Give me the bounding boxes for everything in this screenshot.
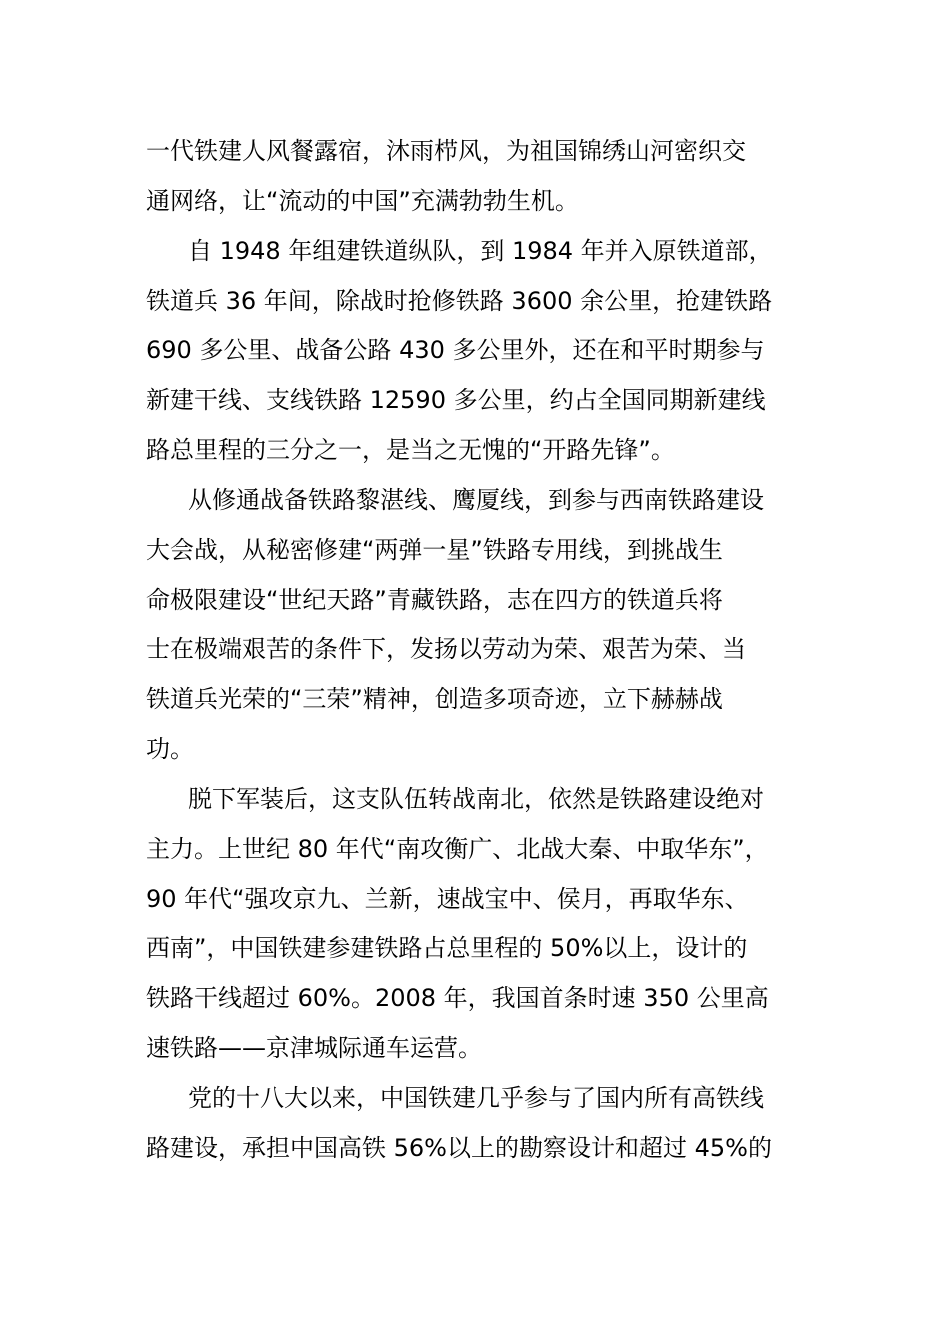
text-line: 路建设，承担中国高铁 56%以上的勘察设计和超过 45%的 [146,1134,772,1162]
text-line: 通网络，让“流动的中国”充满勃勃生机。 [146,187,579,215]
text-line: 90 年代“强攻京九、兰新，速战宝中、侯月，再取华东、 [146,885,749,913]
text-line: 690 多公里、战备公路 430 多公里外，还在和平时期参与 [146,336,765,364]
paragraph-start-line: 从修通战备铁路黎湛线、鹰厦线，到参与西南铁路建设 [188,486,764,514]
text-line: 功。 [146,735,194,763]
text-line: 主力。上世纪 80 年代“南攻衡广、北战大秦、中取华东”， [146,835,769,863]
paragraph-start-line: 自 1948 年组建铁道纵队，到 1984 年并入原铁道部， [188,237,773,265]
text-line: 新建干线、支线铁路 12590 多公里，约占全国同期新建线 [146,386,766,414]
text-line: 铁路干线超过 60%。2008 年，我国首条时速 350 公里高 [146,984,769,1012]
text-line: 一代铁建人风餐露宿，沐雨栉风，为祖国锦绣山河密织交 [146,137,746,165]
text-line: 铁道兵光荣的“三荣”精神，创造多项奇迹，立下赫赫战 [146,685,723,713]
paragraph-start-line: 脱下军装后，这支队伍转战南北，依然是铁路建设绝对 [188,785,764,813]
text-line: 铁道兵 36 年间，除战时抢修铁路 3600 余公里，抢建铁路 [146,287,773,315]
text-line: 大会战，从秘密修建“两弹一星”铁路专用线，到挑战生 [146,536,723,564]
paragraph-start-line: 党的十八大以来，中国铁建几乎参与了国内所有高铁线 [188,1084,764,1112]
text-line: 路总里程的三分之一，是当之无愧的“开路先锋”。 [146,436,675,464]
text-line: 西南”，中国铁建参建铁路占总里程的 50%以上，设计的 [146,934,748,962]
text-line: 速铁路——京津城际通车运营。 [146,1034,482,1062]
text-line: 命极限建设“世纪天路”青藏铁路，志在四方的铁道兵将 [146,586,723,614]
text-line: 士在极端艰苦的条件下，发扬以劳动为荣、艰苦为荣、当 [146,635,746,663]
